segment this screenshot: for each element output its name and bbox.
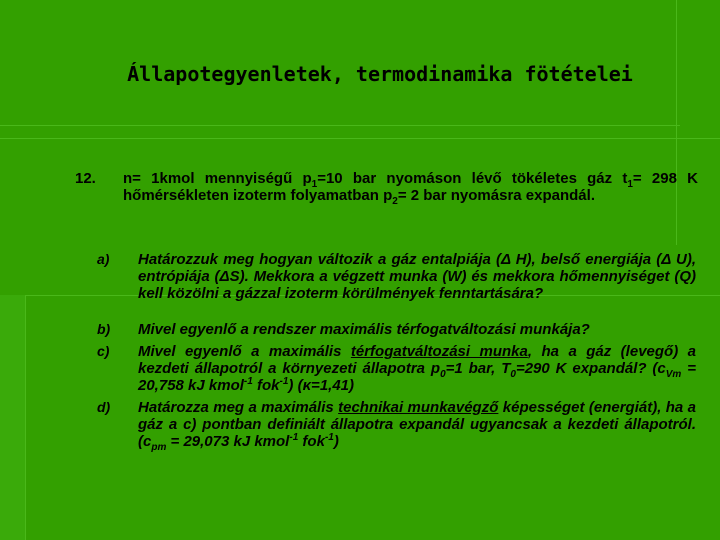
item-letter-a: a) [97, 251, 110, 267]
decorative-line [0, 138, 720, 139]
item-letter-b: b) [97, 321, 111, 337]
decorative-line [676, 0, 677, 245]
decorative-line [0, 125, 680, 126]
item-text-a: Határozzuk meg hogyan változik a gáz entalpiája (Δ H), belső energiája (Δ U), entrópiája (ΔS). Mekkora a végzett munka (W) és mekkora hőmennyiséget (Q) kell közölni a gázzal izoterm körülmények fenntartására? [138, 251, 696, 302]
decorative-line [25, 295, 26, 540]
item-text-d: Határozza meg a maximális technikai munkavégző képességet (energiát), ha a gáz a c) pontban definiált állapotra expandál ugyancsak a kezdeti állapotról. ($c_{pm} = 29,073$ kJ kmol$^{-1}$ fok$^{-1}$) [138, 399, 696, 453]
decorative-strip [0, 295, 25, 540]
item-text-b: Mivel egyenlő a rendszer maximális térfogatváltozási munkája? [138, 321, 590, 338]
item-text-c: Mivel egyenlő a maximális térfogatváltozási munka, ha a gáz (levegő) a kezdeti állapotról a környezeti állapotra $p_0=1$ bar, $T_0=290$ K expandál? ($c_{Vm} = 20,758$ kJ kmol$^{-1}$ fok$^{-1}$) (κ=1,41) [138, 343, 696, 394]
item-letter-d: d) [97, 399, 111, 415]
problem-intro: n= 1kmol mennyiségű $p_1=10$ bar nyomáson lévő tökéletes gáz $t_1= 298$ K hőmérsékleten izoterm folyamatban $p_2= 2$ bar nyomásra expandál. [123, 170, 698, 207]
slide-title: Állapotegyenletek, termodinamika fötételei [127, 62, 633, 86]
item-letter-c: c) [97, 343, 110, 359]
problem-number: 12. [75, 170, 96, 187]
